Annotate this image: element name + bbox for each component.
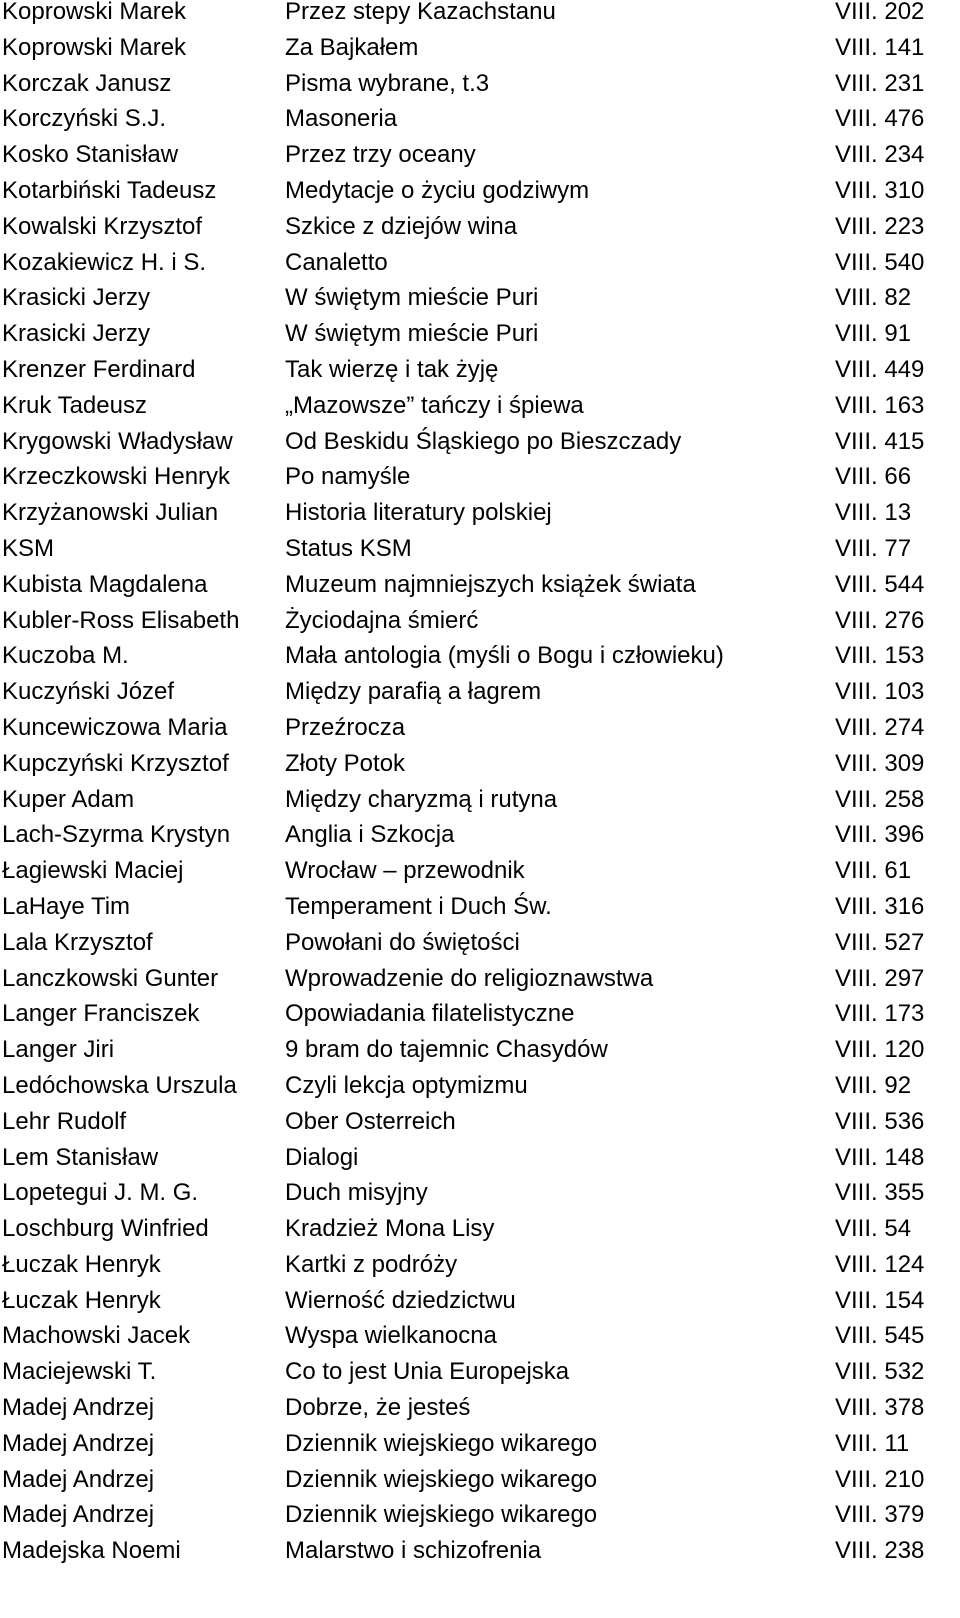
catalog-row: [0, 69, 960, 108]
entry-author: Krzeczkowski Henryk: [2, 463, 231, 491]
entry-signature: VIII. 13: [835, 499, 912, 527]
entry-signature: VIII. 316: [835, 892, 925, 920]
catalog-row: [0, 176, 960, 215]
entry-signature: VIII. 476: [835, 105, 925, 133]
catalog-row: [0, 1503, 960, 1539]
entry-title: Dobrze, że jesteś: [285, 1394, 471, 1422]
entry-signature: VIII. 378: [835, 1394, 925, 1422]
entry-author: Kuncewiczowa Maria: [2, 713, 228, 741]
entry-author: LaHaye Tim: [2, 892, 131, 920]
entry-signature: VIII. 544: [835, 570, 925, 598]
entry-signature: VIII. 234: [835, 141, 925, 169]
entry-signature: VIII. 124: [835, 1250, 925, 1278]
entry-author: Koprowski Marek: [2, 0, 187, 25]
entry-signature: VIII. 92: [835, 1071, 912, 1099]
catalog-row: [0, 859, 960, 895]
entry-signature: VIII. 532: [835, 1358, 925, 1386]
entry-signature: VIII. 91: [835, 320, 912, 348]
entry-author: Machowski Jacek: [2, 1322, 191, 1350]
entry-author: Lem Stanisław: [2, 1143, 159, 1171]
entry-title: Muzeum najmniejszych książek świata: [285, 570, 696, 598]
catalog-row: [0, 1002, 960, 1038]
catalog-row: [0, 286, 960, 322]
entry-signature: VIII. 202: [835, 0, 925, 25]
entry-author: Lopetegui J. M. G.: [2, 1179, 199, 1207]
entry-signature: VIII. 274: [835, 713, 925, 741]
entry-signature: VIII. 258: [835, 785, 925, 813]
entry-author: Maciejewski T.: [2, 1358, 157, 1386]
catalog-row: [0, 964, 960, 1003]
catalog-row: [0, 1250, 960, 1289]
catalog-row: [0, 465, 960, 501]
catalog-row: [0, 322, 960, 358]
entry-title: Masoneria: [285, 105, 398, 133]
catalog-row: [0, 644, 960, 680]
entry-title: Dziennik wiejskiego wikarego: [285, 1465, 598, 1493]
entry-author: Krzyżanowski Julian: [2, 499, 219, 527]
entry-title: Dialogi: [285, 1143, 359, 1171]
entry-author: Krygowski Władysław: [2, 427, 233, 455]
entry-title: Przez stepy Kazachstanu: [285, 0, 556, 25]
entry-title: Opowiadania filatelistyczne: [285, 1000, 575, 1028]
catalog-row: [0, 0, 960, 36]
catalog-row: [0, 823, 960, 859]
catalog-row: [0, 1429, 960, 1468]
entry-signature: VIII. 223: [835, 212, 925, 240]
entry-author: Kupczyński Krzysztof: [2, 749, 229, 777]
entry-signature: VIII. 310: [835, 176, 925, 204]
entry-signature: VIII. 163: [835, 391, 925, 419]
entry-signature: VIII. 309: [835, 749, 925, 777]
entry-author: Łagiewski Maciej: [2, 857, 184, 885]
entry-title: Przez trzy oceany: [285, 141, 476, 169]
entry-author: Langer Franciszek: [2, 1000, 200, 1028]
entry-title: Wprowadzenie do religioznawstwa: [285, 964, 654, 992]
entry-author: Kowalski Krzysztof: [2, 212, 203, 240]
entry-signature: VIII. 54: [835, 1215, 912, 1243]
entry-author: Łuczak Henryk: [2, 1286, 161, 1314]
entry-author: Łuczak Henryk: [2, 1250, 161, 1278]
entry-author: Kubler-Ross Elisabeth: [2, 606, 240, 634]
entry-title: Tak wierzę i tak żyję: [285, 355, 499, 383]
catalog-row: [0, 1286, 960, 1325]
entry-author: Kotarbiński Tadeusz: [2, 176, 217, 204]
entry-title: W świętym mieście Puri: [285, 284, 539, 312]
entry-signature: VIII. 527: [835, 928, 925, 956]
entry-author: KSM: [2, 534, 55, 562]
entry-signature: VIII. 355: [835, 1179, 925, 1207]
entry-author: Kosko Stanisław: [2, 141, 179, 169]
entry-title: Anglia i Szkocja: [285, 821, 455, 849]
catalog-row: [0, 785, 960, 824]
entry-title: „Mazowsze” tańczy i śpiewa: [285, 391, 584, 419]
entry-title: Duch misyjny: [285, 1179, 428, 1207]
entry-author: Madej Andrzej: [2, 1429, 155, 1457]
entry-author: Ledóchowska Urszula: [2, 1071, 237, 1099]
entry-title: Dziennik wiejskiego wikarego: [285, 1429, 598, 1457]
catalog-row: [0, 570, 960, 609]
catalog-row: [0, 501, 960, 537]
entry-author: Loschburg Winfried: [2, 1215, 209, 1243]
entry-signature: VIII. 238: [835, 1537, 925, 1565]
entry-author: Kubista Magdalena: [2, 570, 208, 598]
entry-title: Życiodajna śmierć: [285, 606, 479, 634]
entry-author: Korczyński S.J.: [2, 105, 167, 133]
entry-title: Malarstwo i schizofrenia: [285, 1537, 542, 1565]
catalog-row: [0, 606, 960, 645]
catalog-row: [0, 1038, 960, 1074]
catalog-row: [0, 928, 960, 967]
entry-signature: VIII. 61: [835, 857, 912, 885]
entry-author: Krasicki Jerzy: [2, 284, 151, 312]
entry-title: Pisma wybrane, t.3: [285, 69, 490, 97]
entry-signature: VIII. 148: [835, 1143, 925, 1171]
entry-signature: VIII. 231: [835, 69, 925, 97]
entry-title: Ober Osterreich: [285, 1107, 456, 1135]
entry-signature: VIII. 141: [835, 33, 925, 61]
catalog-row: [0, 212, 960, 251]
entry-author: Lala Krzysztof: [2, 928, 153, 956]
catalog-row: [0, 33, 960, 72]
entry-author: Madej Andrzej: [2, 1501, 155, 1529]
catalog-row: [0, 1539, 960, 1575]
entry-signature: VIII. 11: [835, 1429, 910, 1457]
catalog-row: [0, 1465, 960, 1504]
entry-title: Złoty Potok: [285, 749, 406, 777]
entry-signature: VIII. 536: [835, 1107, 925, 1135]
entry-author: Lehr Rudolf: [2, 1107, 127, 1135]
entry-signature: VIII. 153: [835, 642, 925, 670]
entry-signature: VIII. 540: [835, 248, 925, 276]
entry-title: Powołani do świętości: [285, 928, 520, 956]
entry-author: Madejska Noemi: [2, 1537, 181, 1565]
entry-title: Za Bajkałem: [285, 33, 419, 61]
catalog-row: [0, 1396, 960, 1432]
entry-signature: VIII. 415: [835, 427, 925, 455]
entry-author: Korczak Janusz: [2, 69, 172, 97]
entry-signature: VIII. 276: [835, 606, 925, 634]
entry-title: Historia literatury polskiej: [285, 499, 552, 527]
entry-title: Kartki z podróży: [285, 1250, 458, 1278]
catalog-row: [0, 1143, 960, 1182]
catalog-row: [0, 1217, 960, 1253]
entry-author: Lanczkowski Gunter: [2, 964, 219, 992]
catalog-row: [0, 534, 960, 573]
entry-title: Mała antologia (myśli o Bogu i człowieku): [285, 642, 724, 670]
catalog-row: [0, 391, 960, 430]
entry-signature: VIII. 173: [835, 1000, 925, 1028]
catalog-row: [0, 427, 960, 466]
entry-author: Madej Andrzej: [2, 1465, 155, 1493]
entry-signature: VIII. 120: [835, 1036, 925, 1064]
entry-title: Wyspa wielkanocna: [285, 1322, 497, 1350]
entry-title: Canaletto: [285, 248, 388, 276]
entry-title: Wrocław – przewodnik: [285, 857, 525, 885]
entry-title: Po namyśle: [285, 463, 411, 491]
entry-title: Czyli lekcja optymizmu: [285, 1071, 528, 1099]
catalog-row: [0, 749, 960, 788]
catalog-row: [0, 107, 960, 143]
entry-author: Koprowski Marek: [2, 33, 187, 61]
catalog-row: [0, 1071, 960, 1110]
entry-signature: VIII. 82: [835, 284, 912, 312]
entry-author: Madej Andrzej: [2, 1394, 155, 1422]
entry-author: Langer Jiri: [2, 1036, 115, 1064]
entry-signature: VIII. 103: [835, 678, 925, 706]
entry-title: 9 bram do tajemnic Chasydów: [285, 1036, 608, 1064]
entry-author: Kuczyński Józef: [2, 678, 175, 706]
catalog-row: [0, 892, 960, 931]
catalog-row: [0, 248, 960, 287]
entry-author: Lach-Szyrma Krystyn: [2, 821, 231, 849]
entry-signature: VIII. 396: [835, 821, 925, 849]
entry-author: Kuper Adam: [2, 785, 135, 813]
catalog-row: [0, 1181, 960, 1217]
entry-signature: VIII. 154: [835, 1286, 925, 1314]
catalog-row: [0, 680, 960, 716]
catalog-row: [0, 355, 960, 394]
catalog-row: [0, 713, 960, 752]
entry-author: Kruk Tadeusz: [2, 391, 147, 419]
entry-author: Kozakiewicz H. i S.: [2, 248, 207, 276]
entry-title: Medytacje o życiu godziwym: [285, 176, 590, 204]
entry-author: Krenzer Ferdinard: [2, 355, 196, 383]
entry-signature: VIII. 449: [835, 355, 925, 383]
entry-title: Temperament i Duch Św.: [285, 892, 552, 920]
entry-title: Dziennik wiejskiego wikarego: [285, 1501, 598, 1529]
entry-title: Wierność dziedzictwu: [285, 1286, 516, 1314]
entry-title: W świętym mieście Puri: [285, 320, 539, 348]
entry-title: Od Beskidu Śląskiego po Bieszczady: [285, 427, 682, 455]
entry-signature: VIII. 379: [835, 1501, 925, 1529]
entry-title: Co to jest Unia Europejska: [285, 1358, 570, 1386]
entry-title: Między charyzmą i rutyna: [285, 785, 558, 813]
entry-author: Kuczoba M.: [2, 642, 129, 670]
entry-title: Między parafią a łagrem: [285, 678, 542, 706]
entry-title: Przeźrocza: [285, 713, 406, 741]
entry-signature: VIII. 210: [835, 1465, 925, 1493]
entry-title: Szkice z dziejów wina: [285, 212, 518, 240]
catalog-row: [0, 143, 960, 179]
entry-author: Krasicki Jerzy: [2, 320, 151, 348]
catalog-row: [0, 1324, 960, 1360]
entry-signature: VIII. 66: [835, 463, 912, 491]
catalog-row: [0, 1107, 960, 1146]
catalog-row: [0, 1360, 960, 1396]
entry-signature: VIII. 77: [835, 534, 912, 562]
entry-signature: VIII. 297: [835, 964, 925, 992]
entry-title: Kradzież Mona Lisy: [285, 1215, 495, 1243]
entry-title: Status KSM: [285, 534, 412, 562]
entry-signature: VIII. 545: [835, 1322, 925, 1350]
